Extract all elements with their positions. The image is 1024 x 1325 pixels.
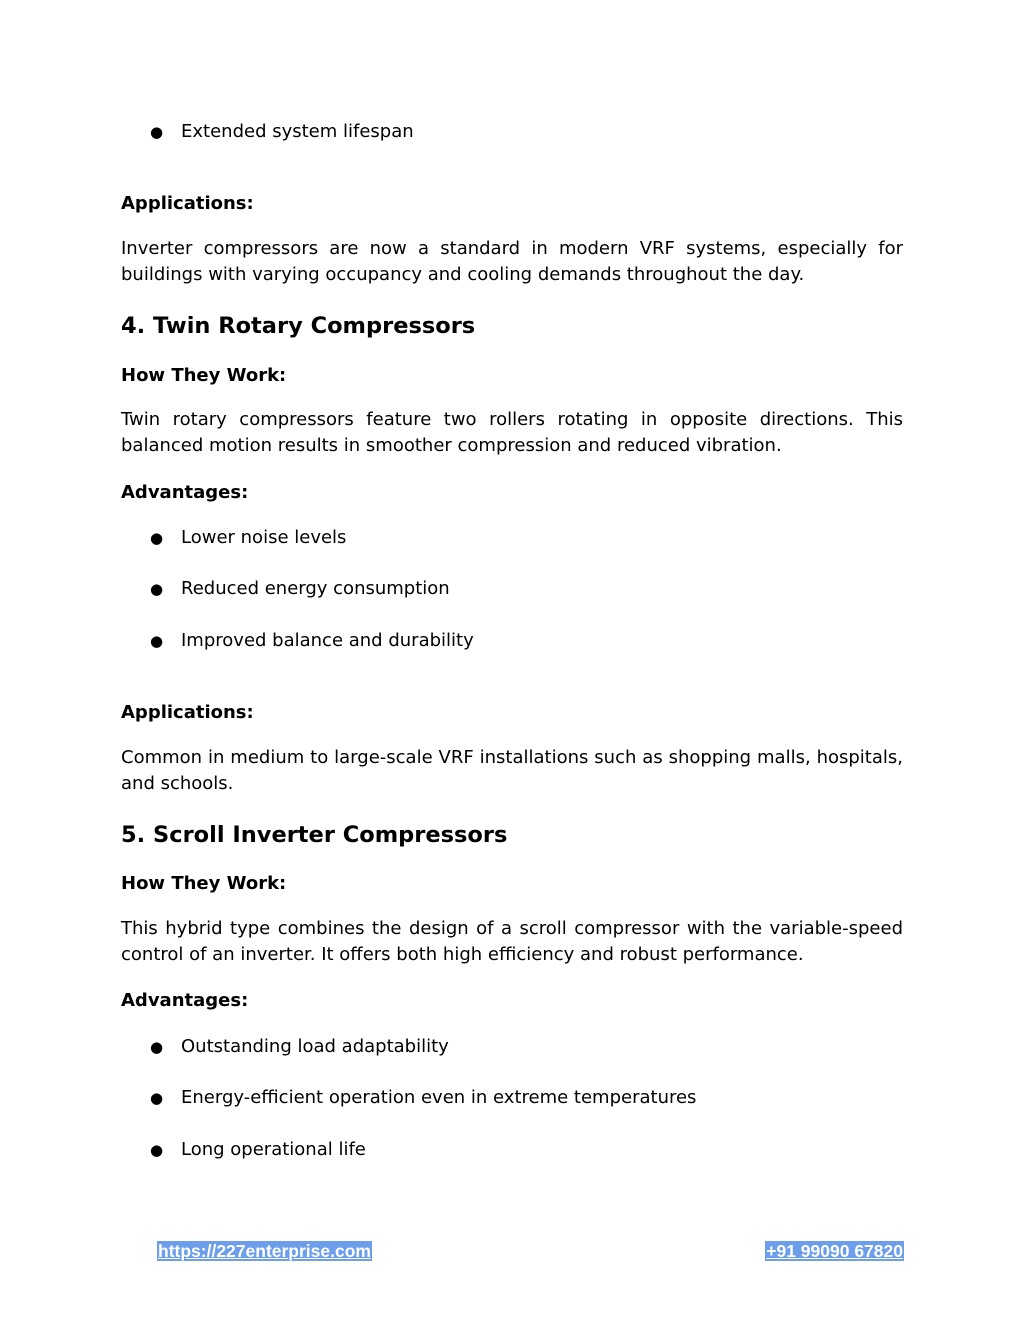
applications-paragraph: Common in medium to large-scale VRF installations such as shopping malls, hospitals, and schools.	[121, 747, 903, 794]
how-they-work-paragraph: This hybrid type combines the design of a scroll compressor with the variable-speed control of an inverter. It offers both high efficiency and robust performance.	[121, 918, 903, 965]
how-they-work-paragraph: Twin rotary compressors feature two rollers rotating in opposite directions. This balanced motion results in smoother compression and reduced vibration.	[121, 409, 903, 456]
list-item	[150, 630, 474, 652]
list-item-text: Improved balance and durability	[181, 630, 474, 651]
list-item	[150, 121, 414, 143]
how-they-work-label: How They Work:	[121, 365, 287, 386]
website-link[interactable]: https://227enterprise.com	[158, 1241, 371, 1261]
bullet-icon: ●	[150, 1141, 164, 1159]
list-item-text: Energy-efficient operation even in extreme temperatures	[181, 1087, 697, 1108]
bullet-icon: ●	[150, 632, 164, 650]
list-item	[150, 1139, 366, 1161]
how-they-work-label: How They Work:	[121, 873, 287, 894]
list-item	[150, 1036, 449, 1058]
list-item-text: Extended system lifespan	[181, 121, 414, 142]
list-item-text: Outstanding load adaptability	[181, 1036, 449, 1057]
bullet-icon: ●	[150, 123, 164, 141]
phone-link[interactable]: +91 99090 67820	[766, 1241, 903, 1261]
bullet-icon: ●	[150, 1038, 164, 1056]
list-item-text: Long operational life	[181, 1139, 366, 1160]
list-item-text: Reduced energy consumption	[181, 578, 450, 599]
bullet-icon: ●	[150, 1089, 164, 1107]
applications-paragraph: Inverter compressors are now a standard in modern VRF systems, especially for buildings with varying occupancy and cooling demands throughout the day.	[121, 238, 903, 285]
section-heading: 4. Twin Rotary Compressors	[121, 313, 476, 339]
section-heading: 5. Scroll Inverter Compressors	[121, 822, 508, 848]
list-item-text: Lower noise levels	[181, 527, 347, 548]
bullet-icon: ●	[150, 529, 164, 547]
list-item	[150, 578, 450, 600]
advantages-label: Advantages:	[121, 990, 249, 1011]
applications-label: Applications:	[121, 702, 254, 723]
advantages-label: Advantages:	[121, 482, 249, 503]
applications-label: Applications:	[121, 193, 254, 214]
bullet-icon: ●	[150, 580, 164, 598]
list-item	[150, 1087, 696, 1109]
list-item	[150, 527, 346, 549]
